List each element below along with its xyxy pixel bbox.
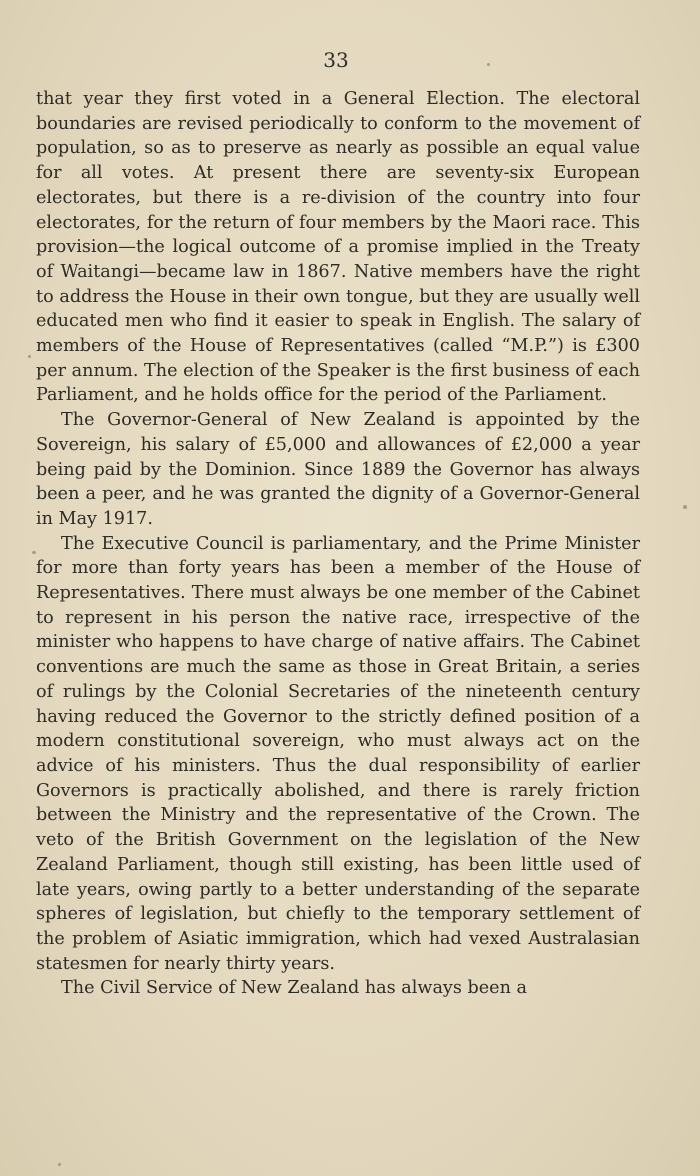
paragraph-electorates: that year they first voted in a General Election. The electoral boundaries are revised periodically to conform to the movement of population, so as to preserve as nearly as possible an equal value for all votes. At present there are seventy-six European electorates, but there is a re-division of the country into four electorates, for the return of four members by the Maori race. This provision—the logical outcome of a promise implied in the Treaty of Waitangi—became law in 1867. Native members have the right to address the House in their own tongue, but they are usually well educated men who find it easier to speak in English. The salary of members of the House of Representatives (called “M.P.”) is £300 per annum. The election of the Speaker is the first business of each Parliament, and he holds office for the period of the Parliament. (36, 89, 640, 406)
paper-speck (32, 551, 36, 554)
paragraph-governor-general: The Governor-General of New Zealand is appointed by the Sovereign, his salary of £5,000 and allowances of £2,000 a year being paid by the Dominion. Since 1889 the Governor has always been a peer, and he was granted the dignity of a Governor-General in May 1917. (36, 410, 640, 529)
paper-speck (683, 505, 687, 509)
paper-speck (487, 63, 490, 66)
paragraph-civil-service: The Civil Service of New Zealand has always been a (61, 978, 527, 999)
page-number: 33 (323, 48, 349, 72)
paper-speck (58, 1163, 61, 1166)
paper-speck (28, 355, 31, 358)
paragraph-executive-council: The Executive Council is parliamentary, and the Prime Minister for more than forty years has been a member of the House of Representatives. There must always be one member of the Cabinet to represent in his person the native race, irrespective of the minister who happens to have charge of native affairs. The Cabinet conventions are much the same as those in Great Britain, a series of rulings by the Colonial Secretaries of the nineteenth century having reduced the Governor to the strictly defined position of a modern constitutional sovereign, who must always act on the advice of his ministers. Thus the dual responsibility of earlier Governors is practically abolished, and there is rarely friction between the Ministry and the representative of the Crown. The veto of the British Government on the legislation of the New Zealand Parliament, though still existing, has been little used of late years, owing partly to a better understanding of the separate spheres of legislation, but chiefly to the temporary settlement of the problem of Asiatic immigration, which had vexed Australasian statesmen for nearly thirty years. (36, 533, 640, 974)
body-text (36, 87, 640, 1001)
